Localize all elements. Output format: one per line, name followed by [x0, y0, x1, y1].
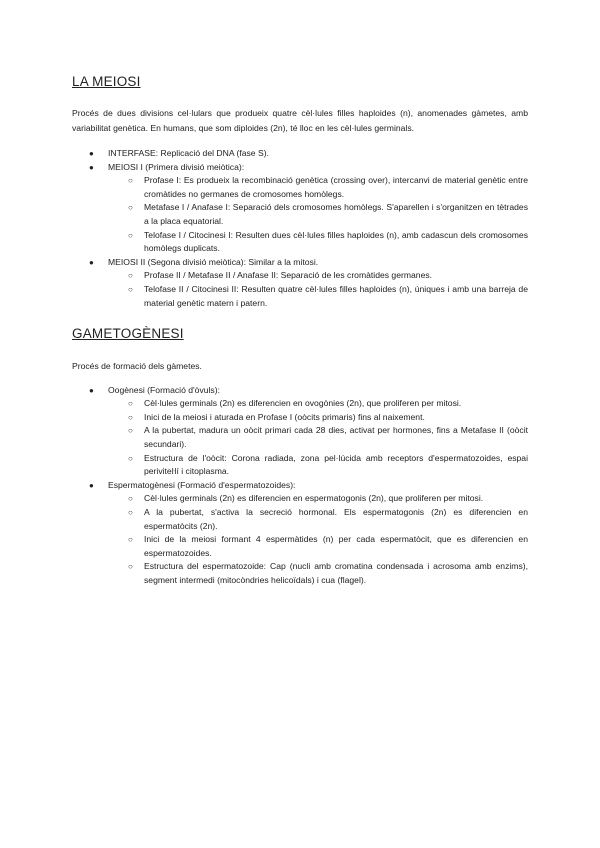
sublist-item-text: Profase II / Metafase II / Anafase II: Separació de les cromàtides germanes.: [144, 270, 433, 281]
list-item: [72, 147, 528, 161]
sublist-item-text: Telofase I / Citocinesi I: Resulten dues cèl·lules filles haploides (n), amb cadascun dels cromosomes homòlegs duplicats.: [144, 229, 528, 254]
bullet-icon: ●: [89, 480, 94, 490]
sublist-item: [108, 560, 528, 587]
bullet-icon: ●: [89, 385, 94, 395]
circle-bullet-icon: ○: [128, 412, 133, 422]
sublist-item-text: A la pubertat, s'activa la secreció hormonal. Els espermatogonis (2n) es diferencien en espermatòcits (2n).: [144, 506, 528, 531]
sublist-item-text: Cèl·lules germinals (2n) es diferencien en espermatogonis (2n), que proliferen per mitosi.: [144, 493, 484, 504]
gametogenesi-intro: Procés de formació dels gàmetes.: [72, 361, 202, 372]
sublist-item-text: Telofase II / Citocinesi II: Resulten quatre cèl·lules filles haploides (n), úniques i amb una barreja de material genètic matern i patern.: [144, 283, 528, 308]
circle-bullet-icon: ○: [128, 494, 133, 504]
sublist-item-text: Metafase I / Anafase I: Separació dels cromosomes homòlegs. S'aparellen i s'organitzen en tètrades a la placa equatorial.: [144, 202, 528, 226]
circle-bullet-icon: ○: [128, 426, 133, 436]
sublist-item: [108, 492, 528, 506]
sublist-item: [108, 283, 528, 310]
sublist-item: [108, 506, 528, 533]
sublist-item: [108, 269, 528, 283]
circle-bullet-icon: ○: [128, 562, 133, 572]
sublist: [108, 269, 528, 310]
list-item-text: MEIOSI I (Primera divisió meiòtica):: [108, 161, 245, 172]
sublist-item-text: Inici de la meiosi i aturada en Profase I (oòcits primaris) fins al naixement.: [144, 411, 425, 422]
circle-bullet-icon: ○: [128, 507, 133, 517]
circle-bullet-icon: ○: [128, 203, 133, 213]
sublist-item: [108, 452, 528, 479]
list-item-text: Oogènesi (Formació d'òvuls):: [108, 384, 220, 395]
list-item: [72, 384, 528, 479]
bullet-icon: ●: [89, 162, 94, 172]
sublist: [108, 492, 528, 587]
list-item-text: INTERFASE: Replicació del DNA (fase S).: [108, 148, 269, 158]
sublist-item: [108, 533, 528, 560]
circle-bullet-icon: ○: [128, 284, 133, 294]
sublist-item-text: Estructura de l'oòcit: Corona radiada, zona pel·lúcida amb receptors d'espermatozoides, espai periviteŀlí i citoplasma.: [144, 452, 528, 477]
sublist-item-text: Inici de la meiosi formant 4 espermàtides (n) per cada espermatòcit, que es diferencien en espermatozoides.: [144, 534, 528, 558]
sublist-item-text: A la pubertat, madura un oòcit primari cada 28 dies, activat per hormones, fins a Metafase II (oòcit secundari).: [144, 425, 528, 449]
bullet-icon: ●: [89, 257, 94, 267]
list-item: [72, 161, 528, 256]
section-title-gametogenesi: GAMETOGÈNESI: [72, 326, 184, 342]
list-item: [72, 256, 528, 310]
sublist-item: [108, 201, 528, 228]
circle-bullet-icon: ○: [128, 176, 133, 186]
bullet-icon: ●: [89, 149, 94, 158]
circle-bullet-icon: ○: [128, 453, 133, 463]
sublist-item: [108, 397, 528, 411]
circle-bullet-icon: ○: [128, 535, 133, 545]
sublist-item: [108, 424, 528, 451]
sublist-item: [108, 229, 528, 256]
sublist-item-text: Estructura del espermatozoide: Cap (nucli amb cromatina condensada i acrosoma amb enzims), segment intermedi (mitocòndries helicoïdals) i cua (flagel).: [144, 561, 528, 585]
sublist: [108, 397, 528, 479]
circle-bullet-icon: ○: [128, 399, 133, 409]
list-item: [72, 479, 528, 588]
section-title-meiosi: LA MEIOSI: [72, 74, 141, 89]
circle-bullet-icon: ○: [128, 230, 133, 240]
meiosi-intro: Procés de dues divisions cel·lulars que produeix quatre cèl·lules filles haploides (n), anomenades gàmetes, amb variabilitat genètica. En humans, que som diploides (2n), té lloc en les cèl·lules germinals.: [72, 108, 528, 133]
gametogenesi-list: [72, 384, 528, 588]
meiosi-list: [72, 147, 528, 310]
sublist-item: [108, 411, 528, 425]
list-item-text: Espermatogènesi (Formació d'espermatozoides):: [108, 479, 296, 490]
sublist-item-text: Cèl·lules germinals (2n) es diferencien en ovogònies (2n), que proliferen per mitosi.: [144, 398, 462, 409]
sublist-item: [108, 174, 528, 201]
circle-bullet-icon: ○: [128, 271, 133, 281]
sublist: [108, 174, 528, 256]
list-item-text: MEIOSI II (Segona divisió meiòtica): Similar a la mitosi.: [108, 256, 319, 267]
sublist-item-text: Profase I: Es produeix la recombinació genètica (crossing over), intercanvi de material genètic entre cromàtides no germanes de cromosomes homòlegs.: [144, 175, 528, 199]
document-page: [72, 74, 528, 588]
